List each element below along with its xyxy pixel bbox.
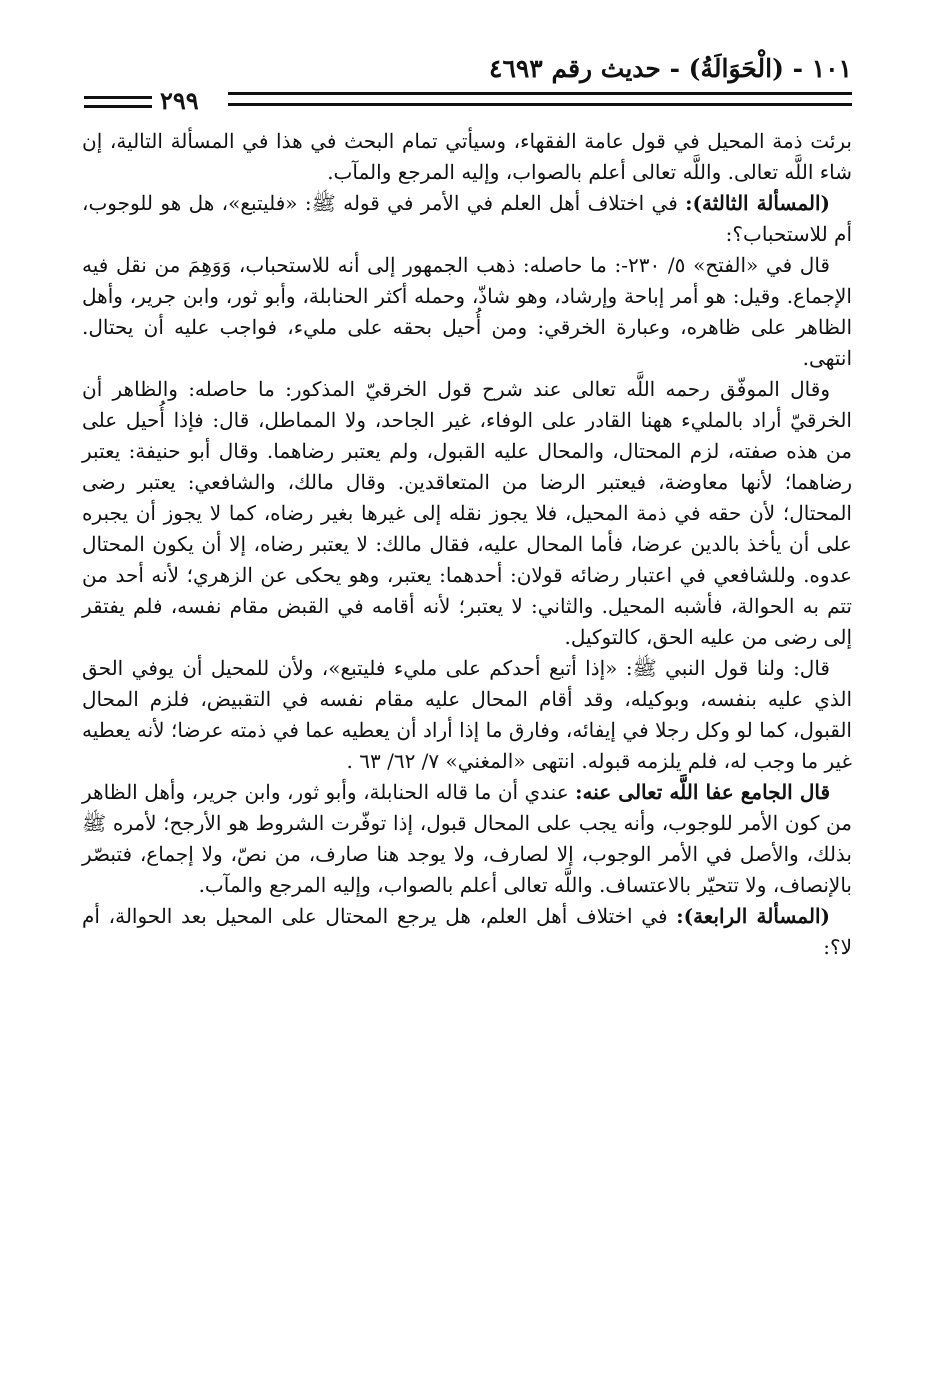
paragraph-1-text: برئت ذمة المحيل في قول عامة الفقهاء، وسيأتي تمام البحث في هذا في المسألة التالية، إن شاء اللَّه تعالى. واللَّه تعالى أعلم بالصواب، وإليه المرجع والمآب. (82, 129, 852, 184)
paragraph-3-text: قال في «الفتح» ٥/ ٢٣٠-: ما حاصله: ذهب الجمهور إلى أنه للاستحباب، وَوَهِمَ من نقل فيه الإجماع. وقيل: هو أمر إباحة وإرشاد، وهو شاذّ، وحمله أكثر الحنابلة، وأبو ثور، وابن جرير، وأهل الظاهر على ظاهره، وعبارة الخرقي: ومن أُحيل بحقه على مليء، فواجب عليه أن يحتال. انتهى. (82, 253, 852, 370)
paragraph-6 (82, 777, 852, 901)
paragraph-1 (82, 126, 852, 188)
header-rule-left (84, 96, 152, 108)
paragraph-2-text: في اختلاف أهل العلم في الأمر في قوله ﷺ: «فليتبع»، هل هو للوجوب، أم للاستحباب؟: (82, 191, 852, 246)
paragraph-4-text: وقال الموفّق رحمه اللَّه تعالى عند شرح قول الخرقيّ المذكور: ما حاصله: والظاهر أن الخرقيّ أراد بالمليء ههنا القادر على الوفاء، غير الجاحد، ولا المماطل، قال: فإذا أُحيل على من هذه صفته، لزم المحتال، والمحال عليه القبول، ولم يعتبر رضاهما. وقال أبو حنيفة: يعتبر رضاهما؛ لأنها معاوضة، فيعتبر الرضا من المتعاقدين. وقال مالك، والشافعي: يعتبر رضى المحتال؛ لأن حقه في ذمة المحيل، فلا يجوز نقله إلى غيرها بغير رضاه، كما لا يجوز أن يجبره على أن يأخذ بالدين عرضا، فأما المحال عليه، فقال مالك: لا يعتبر رضاه، إلا أن يكون المحتال عدوه. وللشافعي في اعتبار رضائه قولان: أحدهما: يعتبر، وهو يحكى عن الزهري؛ لأنه أحد من تتم به الحوالة، فأشبه المحيل. والثاني: لا يعتبر؛ لأنه أقامه في القبض مقام نفسه، فلم يفتقر إلى رضى من عليه الحق، كالتوكيل. (82, 377, 852, 649)
page-body (82, 126, 852, 963)
paragraph-4 (82, 374, 852, 653)
paragraph-7 (82, 901, 852, 963)
paragraph-7-text: في اختلاف أهل العلم، هل يرجع المحتال على المحيل بعد الحوالة، أم لا؟: (82, 904, 852, 959)
paragraph-5 (82, 653, 852, 777)
paragraph-3 (82, 250, 852, 374)
header-title: ١٠١ - (الْحَوَالَةُ) - حديث رقم ٤٦٩٣ (489, 54, 852, 83)
page-number: ٢٩٩ (160, 86, 199, 115)
paragraph-5-text: قال: ولنا قول النبي ﷺ: «إذا أتبع أحدكم على مليء فليتبع»، ولأن للمحيل أن يوفي الحق الذي عليه بنفسه، وبوكيله، وقد أقام المحال عليه مقام نفسه في التقبيض، فلزم المحال القبول، كما لو وكل رجلا في إيفائه، وفارق ما إذا أراد أن يعطيه عما في ذمته عرضا؛ لأنه يعطيه غير ما وجب له، فلم يلزمه قبوله. انتهى «المغني» ٧/ ٦٢/ ٦٣ . (82, 656, 852, 773)
paragraph-2-lead: (المسألة الثالثة): (685, 191, 831, 215)
header-rule-right (228, 92, 852, 106)
paragraph-6-text: عندي أن ما قاله الحنابلة، وأبو ثور، وابن جرير، وأهل الظاهر من كون الأمر للوجوب، وأنه يجب على المحال قبول، إذا توفّرت الشروط هو الأرجح؛ لأمره ﷺ بذلك، والأصل في الأمر الوجوب، إلا لصارف، ولا يوجد هنا صارف، من نصّ، ولا إجماع، فتبصّر بالإنصاف، ولا تتحيّر بالاعتساف. واللَّه تعالى أعلم بالصواب، وإليه المرجع والمآب. (82, 780, 852, 897)
paragraph-6-lead: قال الجامع عفا اللَّه تعالى عنه: (575, 780, 830, 804)
paragraph-7-lead: (المسألة الرابعة): (676, 904, 830, 928)
page-header (84, 54, 852, 115)
paragraph-2 (82, 188, 852, 250)
